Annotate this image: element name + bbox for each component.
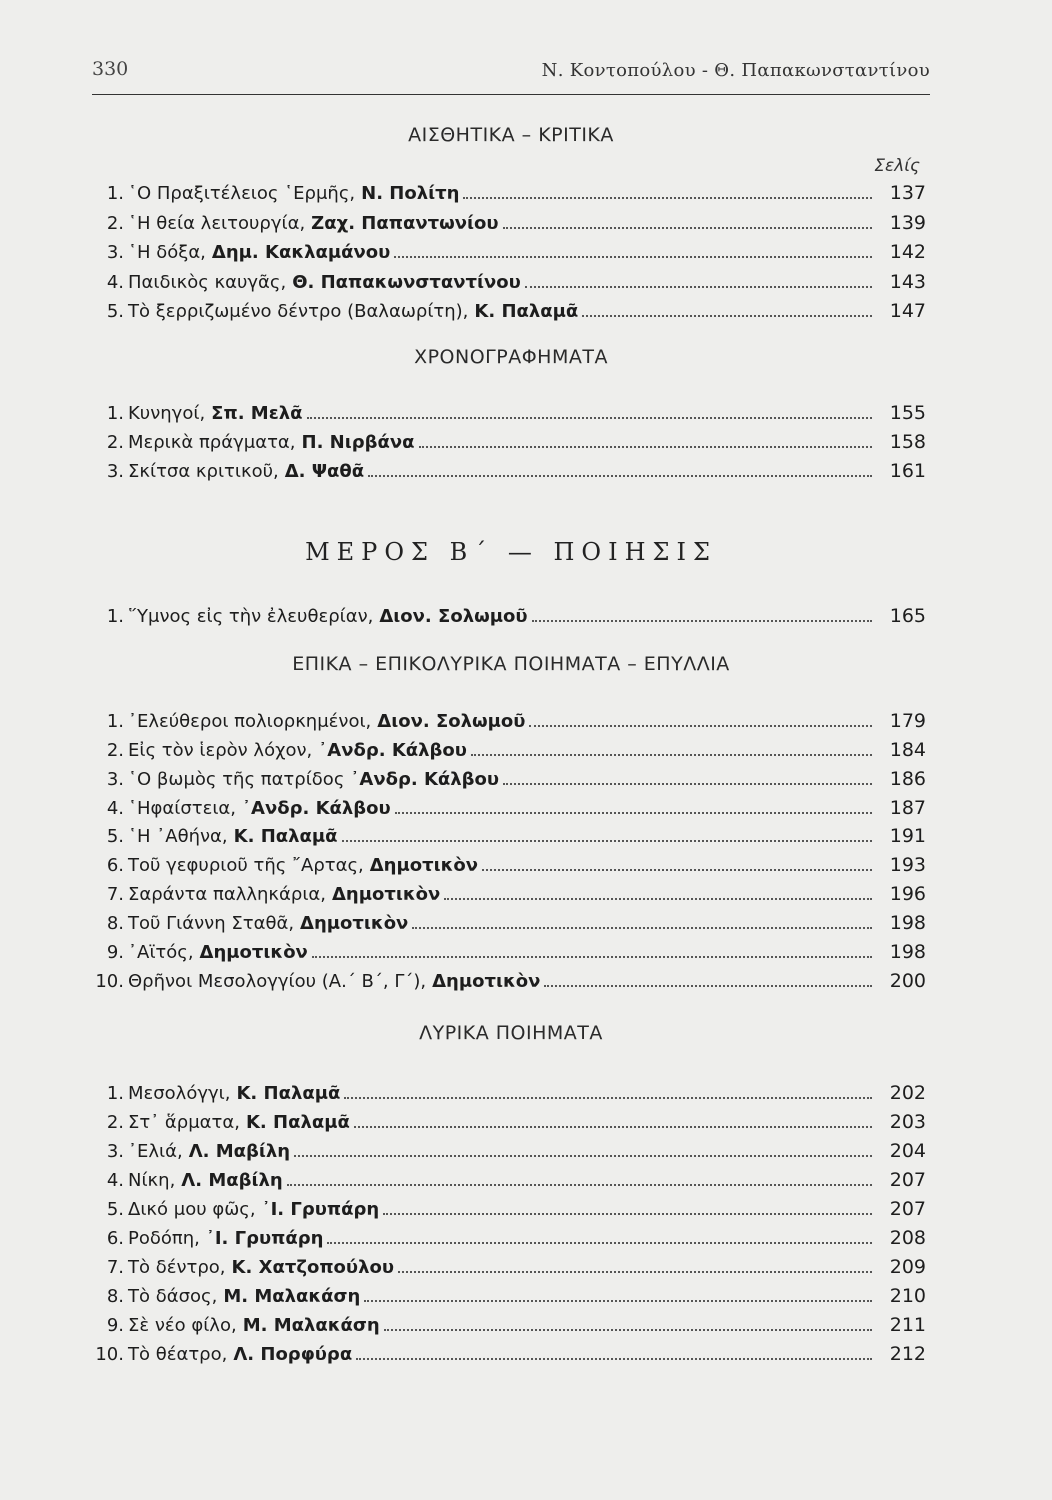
entry-number: 1.: [106, 711, 124, 732]
entry-title: Δικό μου φῶς,: [128, 1199, 256, 1220]
dot-leader: [294, 1152, 872, 1157]
dot-leader: [312, 953, 872, 958]
entry-author: Δημοτικὸν: [199, 942, 308, 963]
toc-entry[interactable]: [80, 293, 926, 322]
entry-author: Διον. Σολωμοῦ: [379, 606, 528, 627]
part-heading: ΜΕΡΟΣ Β΄ — ΠΟΙΗΣΙΣ: [305, 538, 717, 566]
entry-page: 187: [889, 797, 926, 819]
entry-author: Δημοτικὸν: [369, 855, 479, 876]
section-heading-epic: ΕΠΙΚΑ – ΕΠΙΚΟΛΥΡΙΚΑ ΠΟΙΗΜΑΤΑ – ΕΠΥΛΛΙΑ: [292, 653, 730, 675]
dot-leader: [356, 1355, 872, 1360]
entry-number: 7.: [106, 1257, 124, 1278]
dot-leader: [503, 224, 872, 229]
entry-author: Δημοτικὸν: [332, 884, 441, 905]
entry-page: 204: [889, 1140, 926, 1162]
toc-entry[interactable]: [80, 1133, 926, 1162]
entry-number: 5.: [106, 1199, 124, 1220]
entry-number: 4.: [106, 1170, 124, 1191]
entry-author: Ζαχ. Παπαντωνίου: [311, 213, 499, 234]
toc-entry[interactable]: [80, 1307, 926, 1336]
toc-entry[interactable]: [80, 1220, 926, 1249]
entry-title: ᾿Αϊτός,: [128, 942, 194, 963]
toc-entry[interactable]: [80, 818, 926, 847]
entry-number: 2.: [106, 740, 124, 761]
entry-author: Σπ. Μελᾶ: [211, 403, 303, 424]
dot-leader: [503, 780, 872, 785]
toc-entry[interactable]: [80, 905, 926, 934]
entry-title: ῾Ο Πραξιτέλειος ῾Ερμῆς,: [128, 183, 356, 204]
entry-title: ῾Ο βωμὸς τῆς πατρίδος: [128, 769, 345, 790]
toc-entry[interactable]: [80, 1191, 926, 1220]
entry-title: ῞Υμνος εἰς τὴν ἐλευθερίαν,: [128, 606, 374, 627]
entry-title: Στ᾿ ἅρματα,: [128, 1112, 240, 1133]
entry-title: Ροδόπη,: [128, 1228, 200, 1249]
entry-number: 3.: [106, 461, 124, 482]
entry-title: Τοῦ γεφυριοῦ τῆς ῎Αρτας,: [128, 855, 364, 876]
running-title: Ν. Κοντοπούλου - Θ. Παπακωνσταντίνου: [541, 60, 930, 81]
toc-entry[interactable]: [80, 761, 926, 790]
page-number: 330: [92, 58, 129, 80]
dot-leader: [394, 253, 872, 258]
entry-page: 210: [889, 1285, 926, 1307]
entry-title: Παιδικὸς καυγᾶς,: [128, 272, 287, 293]
dot-leader: [482, 866, 872, 871]
entry-page: 196: [889, 883, 926, 905]
entry-author: Λ. Μαβίλη: [188, 1141, 291, 1162]
entry-author: ᾿Ανδρ. Κάλβου: [242, 798, 391, 819]
entry-author: Δ. Ψαθᾶ: [284, 461, 365, 482]
entry-number: 5.: [106, 301, 124, 322]
dot-leader: [327, 1239, 872, 1244]
toc-entry[interactable]: [80, 598, 926, 627]
entry-page: 191: [889, 825, 926, 847]
dot-leader: [463, 194, 872, 199]
entry-page: 147: [889, 300, 926, 322]
page-column-label: Σελίς: [874, 156, 920, 176]
toc-entry[interactable]: [80, 703, 926, 732]
entry-author: Π. Νιρβάνα: [301, 432, 415, 453]
entry-author: Κ. Χατζοπούλου: [231, 1257, 394, 1278]
entry-page: 139: [889, 212, 926, 234]
entry-page: 198: [889, 912, 926, 934]
entry-number: 4.: [106, 798, 124, 819]
entry-number: 4.: [106, 272, 124, 293]
entry-number: 7.: [106, 884, 124, 905]
dot-leader: [444, 895, 872, 900]
entry-number: 3.: [106, 1141, 124, 1162]
entry-number: 1.: [106, 606, 124, 627]
entry-number: 2.: [106, 1112, 124, 1133]
entry-page: 155: [889, 402, 926, 424]
entry-author: Λ. Πορφύρα: [233, 1344, 353, 1365]
entry-number: 6.: [106, 1228, 124, 1249]
entry-number: 1.: [106, 183, 124, 204]
entry-title: Τοῦ Γιάννη Σταθᾶ,: [128, 913, 295, 934]
section-heading-lyric: ΛΥΡΙΚΑ ΠΟΙΗΜΑΤΑ: [419, 1022, 603, 1044]
dot-leader: [419, 443, 872, 448]
toc-entry[interactable]: [80, 847, 926, 876]
entry-title: Εἰς τὸν ἱερὸν λόχον,: [128, 740, 313, 761]
entry-title: Θρῆνοι Μεσολογγίου (Α.΄ Β΄, Γ΄),: [128, 971, 427, 992]
entry-page: 207: [889, 1198, 926, 1220]
entry-author: ᾿Ι. Γρυπάρη: [205, 1228, 324, 1249]
dot-leader: [354, 1123, 872, 1128]
dot-leader: [544, 982, 872, 987]
entry-page: 193: [889, 854, 926, 876]
toc-entry[interactable]: [80, 1336, 926, 1365]
toc-entry[interactable]: [80, 963, 926, 992]
dot-leader: [398, 1268, 872, 1273]
dot-leader: [287, 1181, 872, 1186]
entry-page: 158: [889, 431, 926, 453]
dot-leader: [342, 837, 873, 842]
toc-entry[interactable]: [80, 264, 926, 293]
entry-page: 207: [889, 1169, 926, 1191]
dot-leader: [307, 414, 873, 419]
toc-entry[interactable]: [80, 424, 926, 453]
entry-author: Κ. Παλαμᾶ: [474, 301, 579, 322]
toc-entry[interactable]: [80, 934, 926, 963]
entry-page: 161: [889, 460, 926, 482]
entry-title: ῾Η δόξα,: [128, 242, 206, 263]
dot-leader: [525, 283, 872, 288]
entry-number: 8.: [106, 913, 124, 934]
entry-author: Διον. Σολωμοῦ: [377, 711, 526, 732]
entry-page: 142: [889, 241, 926, 263]
entry-author: Κ. Παλαμᾶ: [233, 826, 338, 847]
entry-number: 10.: [95, 1344, 124, 1365]
entry-title: ῾Η ᾿Αθήνα,: [128, 826, 228, 847]
entry-page: 184: [889, 739, 926, 761]
toc-entry[interactable]: [80, 175, 926, 204]
entry-number: 1.: [106, 403, 124, 424]
toc-entry[interactable]: [80, 732, 926, 761]
entry-title: Τὸ θέατρο,: [128, 1344, 228, 1365]
entry-number: 1.: [106, 1083, 124, 1104]
dot-leader: [383, 1210, 872, 1215]
entry-page: 203: [889, 1111, 926, 1133]
toc-entry[interactable]: [80, 205, 926, 234]
entry-author: Ν. Πολίτη: [361, 183, 460, 204]
entry-page: 212: [889, 1343, 926, 1365]
dot-leader: [471, 751, 872, 756]
entry-title: ῾Η θεία λειτουργία,: [128, 213, 306, 234]
entry-page: 165: [889, 605, 926, 627]
entry-title: Σαράντα παλληκάρια,: [128, 884, 326, 905]
entry-page: 200: [889, 970, 926, 992]
entry-author: Κ. Παλαμᾶ: [245, 1112, 350, 1133]
entry-page: 143: [889, 271, 926, 293]
dot-leader: [384, 1326, 872, 1331]
entry-title: ᾿Ελιά,: [128, 1141, 183, 1162]
entry-author: Δημοτικὸν: [432, 971, 541, 992]
page-header: [92, 48, 930, 95]
entry-number: 3.: [106, 769, 124, 790]
entry-page: 179: [889, 710, 926, 732]
dot-leader: [344, 1094, 872, 1099]
entry-number: 6.: [106, 855, 124, 876]
entry-author: Μ. Μαλακάση: [242, 1315, 380, 1336]
toc-entry[interactable]: [80, 1104, 926, 1133]
entry-author: Μ. Μαλακάση: [223, 1286, 361, 1307]
entry-number: 3.: [106, 242, 124, 263]
dot-leader: [532, 617, 873, 622]
entry-author: ᾿Ανδρ. Κάλβου: [318, 740, 467, 761]
entry-number: 5.: [106, 826, 124, 847]
dot-leader: [582, 312, 872, 317]
toc-entry[interactable]: [80, 453, 926, 482]
entry-number: 2.: [106, 432, 124, 453]
dot-leader: [368, 472, 872, 477]
section-heading-aesthetics: ΑΙΣΘΗΤΙΚΑ – ΚΡΙΤΙΚΑ: [408, 124, 614, 146]
entry-page: 198: [889, 941, 926, 963]
dot-leader: [529, 722, 872, 727]
toc-entry[interactable]: [80, 1162, 926, 1191]
entry-page: 209: [889, 1256, 926, 1278]
entry-title: Τὸ δάσος,: [128, 1286, 218, 1307]
entry-author: Κ. Παλαμᾶ: [236, 1083, 341, 1104]
dot-leader: [412, 924, 872, 929]
entry-title: Σκίτσα κριτικοῦ,: [128, 461, 279, 482]
entry-title: Μεσολόγγι,: [128, 1083, 231, 1104]
toc-entry[interactable]: [80, 876, 926, 905]
entry-author: Λ. Μαβίλη: [181, 1170, 283, 1191]
entry-title: Μερικὰ πράγματα,: [128, 432, 296, 453]
entry-author: Δημ. Κακλαμάνου: [211, 242, 391, 263]
entry-author: Δημοτικὸν: [300, 913, 409, 934]
entry-page: 211: [889, 1314, 926, 1336]
entry-author: ᾿Ανδρ. Κάλβου: [350, 769, 500, 790]
dot-leader: [395, 809, 872, 814]
entry-title: Τὸ ξερριζωμένο δέντρο (Βαλαωρίτη),: [128, 301, 469, 322]
toc-entry[interactable]: [80, 790, 926, 819]
entry-number: 9.: [106, 1315, 124, 1336]
entry-title: Τὸ δέντρο,: [128, 1257, 226, 1278]
toc-entry[interactable]: [80, 395, 926, 424]
entry-title: ῾Ηφαίστεια,: [128, 798, 237, 819]
entry-number: 10.: [95, 971, 124, 992]
entry-number: 9.: [106, 942, 124, 963]
entry-title: Νίκη,: [128, 1170, 176, 1191]
entry-author: ᾿Ι. Γρυπάρη: [261, 1199, 380, 1220]
entry-title: ᾿Ελεύθεροι πολιορκημένοι,: [128, 711, 372, 732]
toc-entry[interactable]: [80, 1278, 926, 1307]
section-heading-chronographs: ΧΡΟΝΟΓΡΑΦΗΜΑΤΑ: [414, 346, 608, 368]
entry-page: 208: [889, 1227, 926, 1249]
toc-entry[interactable]: [80, 1249, 926, 1278]
entry-author: Θ. Παπακωνσταντίνου: [292, 272, 521, 293]
entry-page: 186: [889, 768, 926, 790]
entry-title: Κυνηγοί,: [128, 403, 206, 424]
entry-number: 2.: [106, 213, 124, 234]
entry-page: 202: [889, 1082, 926, 1104]
dot-leader: [364, 1297, 872, 1302]
entry-page: 137: [889, 182, 926, 204]
toc-entry[interactable]: [80, 234, 926, 263]
entry-number: 8.: [106, 1286, 124, 1307]
entry-title: Σὲ νέο φίλο,: [128, 1315, 237, 1336]
toc-entry[interactable]: [80, 1075, 926, 1104]
